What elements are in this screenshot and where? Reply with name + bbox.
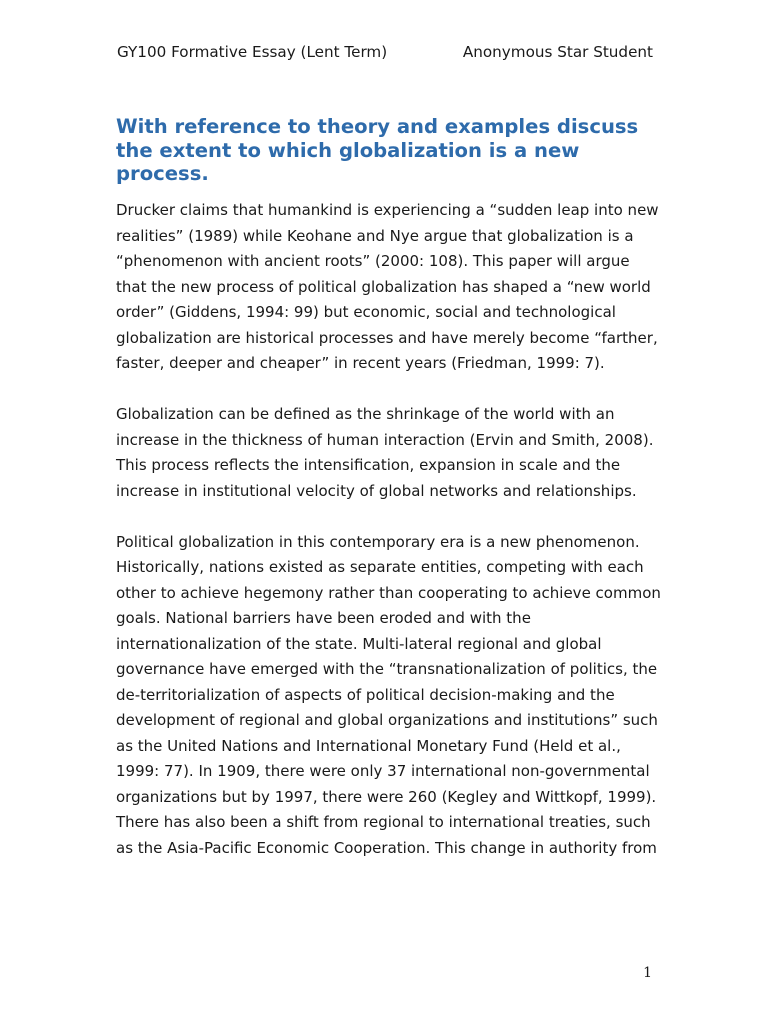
header-author: Anonymous Star Student: [462, 43, 653, 61]
paragraph: Drucker claims that humankind is experiencing a “sudden leap into new realities” (1989) while Keohane and Nye argue that globalization is a “phenomenon with ancient roots” (2000: 108). This paper will argue that the new process of political globalization has shaped a “new world order” (Giddens, 1994: 99) but economic, social and technological globalization are historical processes and have merely become “farther, faster, deeper and cheaper” in recent years (Friedman, 1999: 7).: [116, 201, 659, 372]
essay-body: [116, 198, 661, 887]
header-course-title: GY100 Formative Essay (Lent Term): [117, 43, 388, 61]
paragraph: Globalization can be defined as the shrinkage of the world with an increase in the thickness of human interaction (Ervin and Smith, 2008). This process reflects the intensification, expansion in scale and the increase in institutional velocity of global networks and relationships.: [116, 405, 654, 500]
paragraph: Political globalization in this contemporary era is a new phenomenon. Historically, nations existed as separate entities, competing with each other to achieve hegemony rather than cooperating to achieve common goals. National barriers have been eroded and with the internationalization of the state. Multi-lateral regional and global governance have emerged with the “transnationalization of politics, the de-territorialization of aspects of political decision-making and the development of regional and global organizations and institutions” such as the United Nations and International Monetary Fund (Held et al., 1999: 77). In 1909, there were only 37 international non-governmental organizations but by 1997, there were 260 (Kegley and Wittkopf, 1999). There has also been a shift from regional to international treaties, such as the Asia-Pacific Economic Cooperation. This change in authority from: [116, 532, 661, 857]
page-number: 1: [643, 965, 652, 981]
page-header: [117, 41, 653, 63]
essay-title: With reference to theory and examples discuss the extent to which globalization is a new process.: [116, 115, 639, 185]
